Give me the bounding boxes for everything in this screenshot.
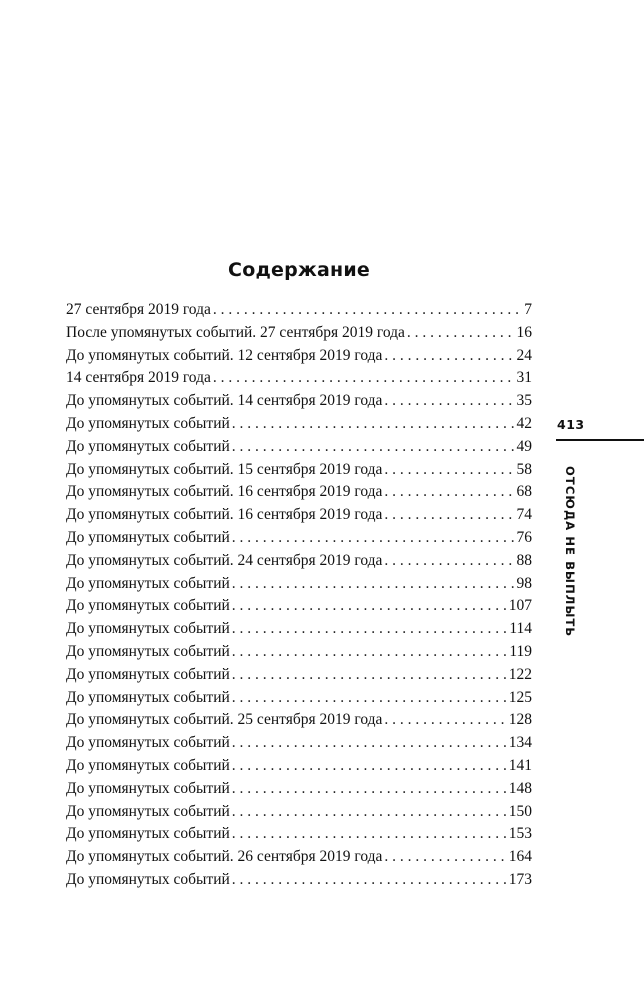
toc-dot-leader xyxy=(384,709,506,732)
toc-dot-leader xyxy=(213,367,515,390)
toc-entry[interactable] xyxy=(66,846,532,869)
running-title: ОТСЮДА НЕ ВЫПЛЫТЬ xyxy=(563,466,577,638)
toc-entry-title: До упомянутых событий. 25 сентября 2019 года xyxy=(66,711,383,729)
toc-entry-page: 24 xyxy=(516,346,532,364)
toc-dot-leader xyxy=(232,618,508,641)
toc-dot-leader xyxy=(407,322,515,345)
toc-entry-title: После упомянутых событий. 27 сентября 2019 года xyxy=(66,323,405,341)
page-number: 413 xyxy=(557,417,585,432)
toc-entry[interactable] xyxy=(66,481,532,504)
toc-entry-title: До упомянутых событий. 26 сентября 2019 года xyxy=(66,848,383,866)
toc-entry-title: До упомянутых событий xyxy=(66,688,230,706)
toc-entry-page: 88 xyxy=(516,551,532,569)
toc-entry[interactable] xyxy=(66,869,532,892)
toc-dot-leader xyxy=(384,390,514,413)
toc-entry[interactable] xyxy=(66,504,532,527)
toc-entry-title: До упомянутых событий xyxy=(66,528,230,546)
toc-entry[interactable] xyxy=(66,595,532,618)
toc-entry-page: 31 xyxy=(516,369,532,387)
toc-entry-title: До упомянутых событий xyxy=(66,802,230,820)
toc-dot-leader xyxy=(232,778,507,801)
toc-entry-title: До упомянутых событий xyxy=(66,597,230,615)
toc-entry-page: 153 xyxy=(508,825,532,843)
toc-dot-leader xyxy=(232,573,515,596)
toc-entry[interactable] xyxy=(66,801,532,824)
toc-entry-title: До упомянутых событий. 15 сентября 2019 года xyxy=(66,460,383,478)
toc-entry-title: До упомянутых событий. 12 сентября 2019 года xyxy=(66,346,383,364)
toc-entry-page: 16 xyxy=(516,323,532,341)
toc-dot-leader xyxy=(213,299,522,322)
toc-dot-leader xyxy=(232,755,507,778)
toc-dot-leader xyxy=(232,687,507,710)
toc-entry-title: До упомянутых событий xyxy=(66,574,230,592)
toc-dot-leader xyxy=(232,732,507,755)
toc-dot-leader xyxy=(232,641,508,664)
toc-dot-leader xyxy=(232,801,507,824)
toc-entry-title: До упомянутых событий. 24 сентября 2019 года xyxy=(66,551,383,569)
toc-entry[interactable] xyxy=(66,345,532,368)
toc-entry-title: До упомянутых событий xyxy=(66,665,230,683)
toc-entry[interactable] xyxy=(66,413,532,436)
toc-entry[interactable] xyxy=(66,550,532,573)
toc-dot-leader xyxy=(384,481,514,504)
toc-entry-page: 68 xyxy=(516,483,532,501)
toc-entry-title: До упомянутых событий xyxy=(66,437,230,455)
toc-entry-title: До упомянутых событий xyxy=(66,825,230,843)
toc-entry-title: До упомянутых событий xyxy=(66,414,230,432)
toc-entry-page: 141 xyxy=(508,756,532,774)
toc-dot-leader xyxy=(232,436,515,459)
toc-dot-leader xyxy=(232,664,507,687)
toc-entry-page: 164 xyxy=(508,848,532,866)
toc-dot-leader xyxy=(384,846,506,869)
toc-dot-leader xyxy=(232,527,515,550)
toc-entry-page: 150 xyxy=(508,802,532,820)
toc-entry-page: 173 xyxy=(508,870,532,888)
toc-entry[interactable] xyxy=(66,778,532,801)
toc-entry-title: До упомянутых событий. 16 сентября 2019 года xyxy=(66,483,383,501)
toc-entry[interactable] xyxy=(66,367,532,390)
toc-entry[interactable] xyxy=(66,732,532,755)
toc-entry-page: 134 xyxy=(508,734,532,752)
toc-entry[interactable] xyxy=(66,687,532,710)
toc-entry-page: 119 xyxy=(509,642,532,660)
page-title: Содержание xyxy=(228,259,370,281)
toc-entry[interactable] xyxy=(66,641,532,664)
toc-dot-leader xyxy=(232,595,507,618)
toc-entry[interactable] xyxy=(66,390,532,413)
toc-entry[interactable] xyxy=(66,823,532,846)
toc-entry[interactable] xyxy=(66,299,532,322)
toc-entry[interactable] xyxy=(66,322,532,345)
toc-entry-page: 76 xyxy=(516,528,532,546)
toc-entry[interactable] xyxy=(66,573,532,596)
toc-entry[interactable] xyxy=(66,755,532,778)
toc-entry-title: До упомянутых событий xyxy=(66,642,230,660)
toc-entry[interactable] xyxy=(66,664,532,687)
toc-entry[interactable] xyxy=(66,709,532,732)
toc-entry-title: До упомянутых событий xyxy=(66,620,230,638)
toc-entry-page: 107 xyxy=(508,597,532,615)
toc-entry-title: До упомянутых событий. 14 сентября 2019 года xyxy=(66,392,383,410)
toc-entry-page: 98 xyxy=(516,574,532,592)
toc-list xyxy=(66,299,532,892)
toc-entry[interactable] xyxy=(66,459,532,482)
toc-entry-title: До упомянутых событий. 16 сентября 2019 года xyxy=(66,506,383,524)
toc-dot-leader xyxy=(384,550,514,573)
toc-entry-page: 49 xyxy=(516,437,532,455)
toc-entry-title: 14 сентября 2019 года xyxy=(66,369,211,387)
toc-entry-title: До упомянутых событий xyxy=(66,779,230,797)
toc-entry-page: 35 xyxy=(516,392,532,410)
toc-entry-title: До упомянутых событий xyxy=(66,756,230,774)
toc-entry-page: 7 xyxy=(524,301,532,318)
toc-dot-leader xyxy=(384,504,514,527)
toc-entry[interactable] xyxy=(66,436,532,459)
toc-entry[interactable] xyxy=(66,618,532,641)
toc-entry-page: 122 xyxy=(508,665,532,683)
toc-entry-title: До упомянутых событий xyxy=(66,870,230,888)
margin-rule xyxy=(556,439,644,441)
toc-entry-page: 114 xyxy=(509,620,532,638)
toc-entry[interactable] xyxy=(66,527,532,550)
toc-dot-leader xyxy=(232,823,507,846)
toc-entry-title: 27 сентября 2019 года xyxy=(66,301,211,318)
toc-dot-leader xyxy=(232,869,507,892)
toc-entry-page: 148 xyxy=(508,779,532,797)
toc-entry-page: 74 xyxy=(516,506,532,524)
toc-dot-leader xyxy=(232,413,515,436)
toc-entry-page: 125 xyxy=(508,688,532,706)
toc-entry-page: 42 xyxy=(516,414,532,432)
toc-entry-title: До упомянутых событий xyxy=(66,734,230,752)
toc-dot-leader xyxy=(384,459,514,482)
toc-entry-page: 128 xyxy=(508,711,532,729)
toc-dot-leader xyxy=(384,345,514,368)
toc-entry-page: 58 xyxy=(516,460,532,478)
